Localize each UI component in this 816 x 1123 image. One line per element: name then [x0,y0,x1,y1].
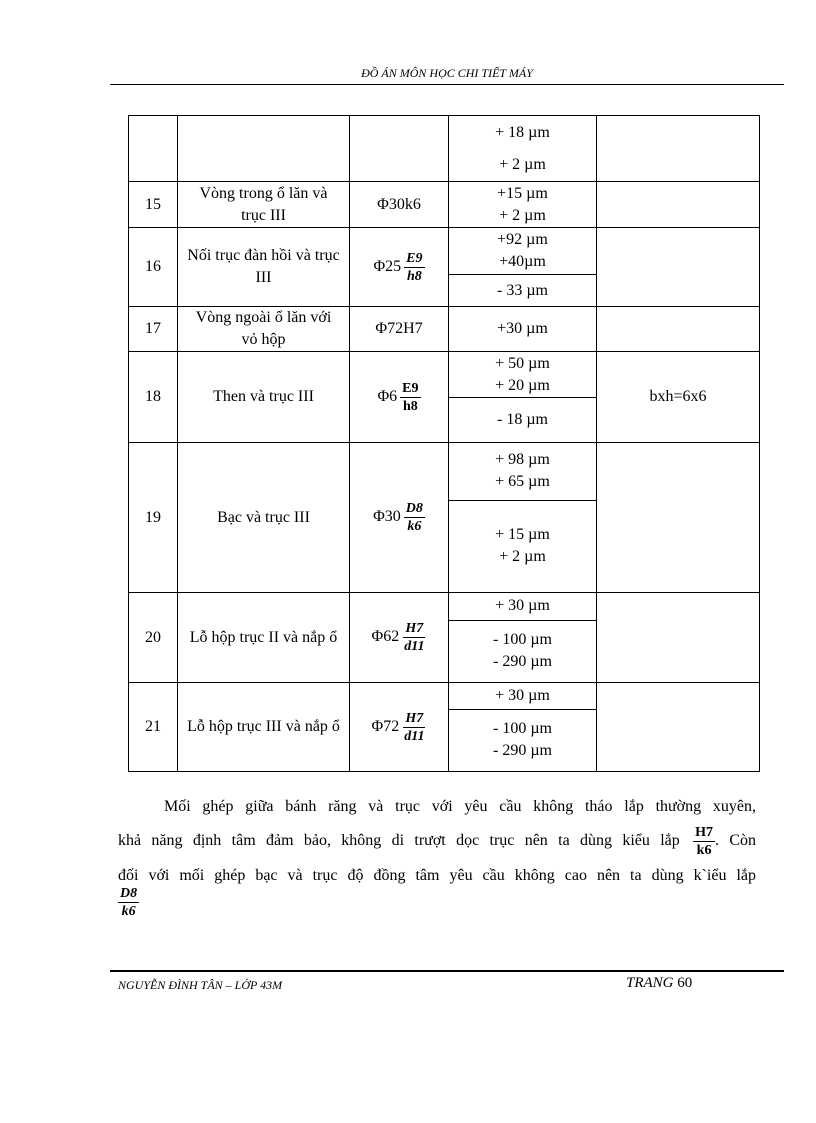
footer-rule [110,970,784,972]
hole-deviation-group [449,228,596,274]
footer-page [626,975,692,992]
deviation-limits [449,228,597,307]
deviation-value: - 33 µm [497,281,548,299]
fraction-numerator: E9 [402,380,419,396]
deviation-value: +92 µm [497,231,548,249]
row-number: 19 [129,443,178,593]
hole-deviation-group [449,443,596,500]
table-row [129,228,760,307]
deviation-value: + 2 µm [499,548,546,566]
fit-base: Φ72 [371,717,400,735]
table-row [129,182,760,228]
table-row [129,307,760,352]
joint-name [178,116,350,182]
fit-base: Φ72H7 [375,320,423,337]
note [597,307,760,352]
note [597,182,760,228]
page-header-title: ĐỒ ÁN MÔN HỌC CHI TIẾT MÁY [361,66,533,80]
row-number: 20 [129,593,178,683]
fit-base: Φ6 [377,387,398,405]
joint-name: Then và trục III [178,352,350,443]
fit-fraction-d8-k6 [118,885,139,920]
fraction-denominator: h8 [406,268,422,284]
deviation-value: + 30 µm [495,686,550,704]
fraction-denominator: k6 [407,519,422,534]
footer-author: NGUYỄN ĐÌNH TÂN – LỚP 43M [118,978,283,992]
joint-name: Vòng trong ổ lăn và trục III [178,182,350,228]
fit-fraction [400,380,420,415]
table-row [129,443,760,593]
fit-fraction [404,500,425,535]
row-number: 21 [129,683,178,772]
fit-designation [350,683,449,772]
table-row [129,116,760,182]
fit-base: Φ30 [373,508,401,526]
fit-base: Φ25 [373,257,402,275]
deviation-value: + 2 µm [499,155,546,173]
fraction-numerator: D8 [120,886,138,901]
deviation-value: + 15 µm [495,526,550,544]
table-row [129,593,760,683]
note [597,683,760,772]
deviation-value: - 18 µm [497,411,548,429]
shaft-deviation-group [449,397,596,442]
explanation-paragraph [118,790,756,920]
hole-deviation-group [449,593,596,620]
deviation-value: - 290 µm [493,653,552,671]
fit-designation [350,443,449,593]
hole-deviation-group [449,308,596,351]
deviation-value: +40µm [499,253,546,271]
fraction-denominator: k6 [696,843,712,858]
fraction-numerator: H7 [405,621,424,636]
row-number: 15 [129,182,178,228]
deviation-value: +15 µm [497,184,548,202]
fit-fraction [402,710,426,745]
joint-name: Bạc và trục III [178,443,350,593]
deviation-value: + 98 µm [495,451,550,469]
joint-name: Nối trục đàn hồi và trục III [178,228,350,307]
deviation-limits [449,307,597,352]
fit-designation [350,228,449,307]
fraction-denominator: d11 [404,639,425,654]
fraction-numerator: D8 [405,501,423,516]
deviation-limits [449,352,597,443]
paragraph-line-2-text: khả năng định tâm đảm bảo, không di trượt dọc trục nên ta dùng kiểu lắp [118,832,680,850]
header-rule [110,84,784,85]
fraction-numerator: E9 [406,250,423,266]
note [597,593,760,683]
fit-designation [350,182,449,228]
note [597,443,760,593]
fit-designation [350,352,449,443]
row-number [129,116,178,182]
fraction-denominator: k6 [121,904,136,919]
shaft-deviation-group [449,274,596,306]
table-row [129,683,760,772]
hole-deviation-group [449,352,596,397]
deviation-limits [449,182,597,228]
note [597,116,760,182]
deviation-value: + 30 µm [495,597,550,615]
deviation-value: - 290 µm [493,742,552,760]
paragraph-line-3: đối với mối ghép bạc và trục độ đồng tâm yêu cầu không cao nên ta dùng k`iểu lắp [118,867,756,884]
joint-name: Lỗ hộp trục III và nắp ổ [178,683,350,772]
deviation-limits [449,593,597,683]
table-row [129,352,760,443]
fit-base: Φ62 [371,628,400,646]
deviation-value: + 18 µm [495,123,550,141]
joint-name: Lỗ hộp trục II và nắp ổ [178,593,350,683]
footer-page-number: 60 [677,975,693,991]
row-number: 18 [129,352,178,443]
hole-deviation-group [449,182,596,227]
deviation-value: +30 µm [497,320,548,337]
paragraph-line-2-end: . Còn [715,832,757,850]
fit-base: Φ30k6 [377,195,421,213]
deviation-limits [449,443,597,593]
fit-designation [350,307,449,352]
deviation-value: - 100 µm [493,631,552,649]
deviation-value: - 100 µm [493,720,552,738]
deviation-value: + 50 µm [495,354,550,372]
hole-deviation-group [449,116,596,181]
row-number: 16 [129,228,178,307]
fit-designation [350,116,449,182]
deviation-value: + 20 µm [495,376,550,394]
deviation-value: + 2 µm [499,206,546,224]
fit-fraction [404,250,424,285]
note: bxh=6x6 [597,352,760,443]
paragraph-line-2 [118,824,756,859]
fraction-numerator: H7 [405,710,424,726]
shaft-deviation-group [449,620,596,682]
deviation-limits [449,683,597,772]
row-number: 17 [129,307,178,352]
fit-tolerance-table [128,115,760,772]
fraction-denominator: h8 [402,398,418,414]
footer-page-label: TRANG [626,975,674,991]
fraction-denominator: d11 [404,728,425,744]
fit-designation [350,593,449,683]
note [597,228,760,307]
fit-fraction-h7-k6 [693,824,715,859]
shaft-deviation-group [449,500,596,592]
shaft-deviation-group [449,709,596,771]
fraction-numerator: H7 [695,825,714,840]
paragraph-line-1: Mối ghép giữa bánh răng và trục với yêu cầu không tháo lắp thường xuyên, [164,798,756,815]
hole-deviation-group [449,683,596,709]
deviation-value: + 65 µm [495,473,550,491]
fit-fraction [402,620,426,655]
deviation-limits [449,116,597,182]
joint-name: Vòng ngoài ổ lăn với vỏ hộp [178,307,350,352]
